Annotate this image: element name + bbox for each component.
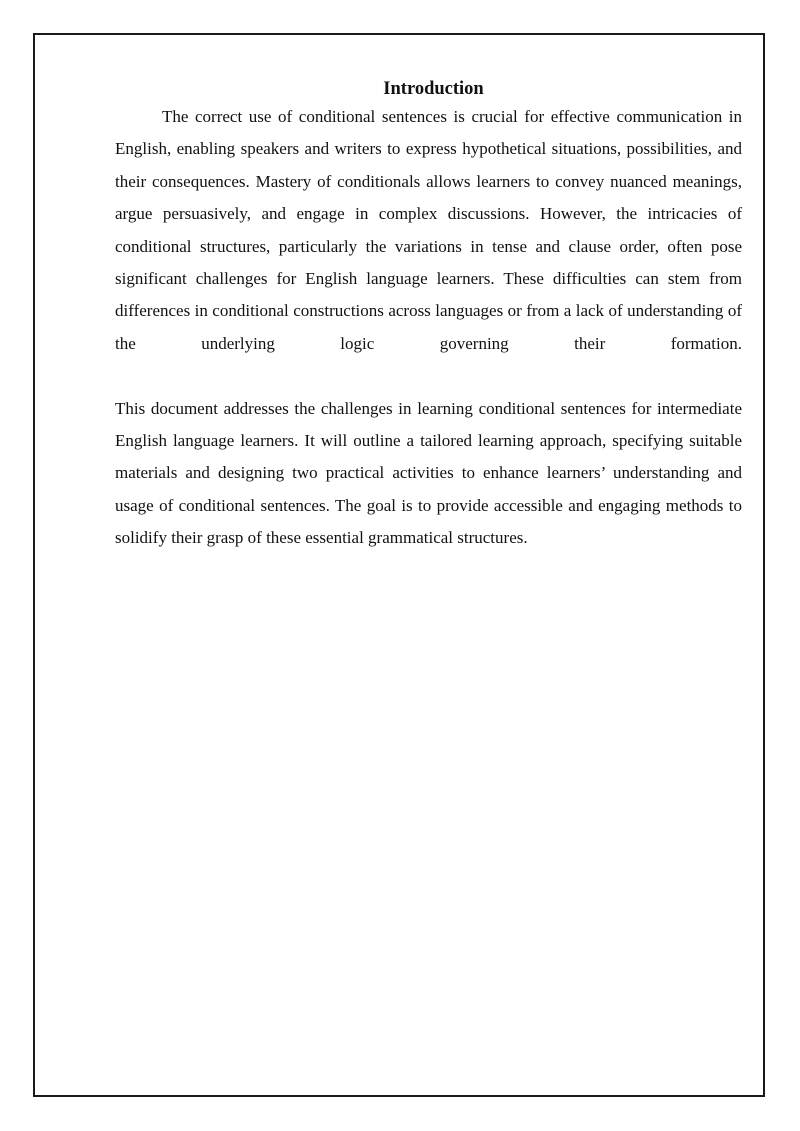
- section-heading: Introduction: [383, 79, 484, 99]
- intro-paragraph: The correct use of conditional sentences is crucial for effective communication in English, enabling speakers and writers to express hypothetical situations, possibilities, and their consequences. Mastery of conditionals allows learners to convey nuanced meanings, argue persuasively, and engage in complex discussions. However, the intricacies of conditional structures, particularly the variations in tense and clause order, often pose significant challenges for English language learners. These difficulties can stem from differences in conditional constructions across languages or from a lack of understanding of the underlying logic governing their formation.: [115, 107, 742, 353]
- paragraph-spacer: [115, 360, 742, 392]
- document-body: [115, 77, 742, 555]
- purpose-paragraph: This document addresses the challenges in learning conditional sentences for intermediate English language learners. It will outline a tailored learning approach, specifying suitable materials and designing two practical activities to enhance learners’ understanding and usage of conditional sentences. The goal is to provide accessible and engaging methods to solidify their grasp of these essential grammatical structures.: [115, 398, 742, 548]
